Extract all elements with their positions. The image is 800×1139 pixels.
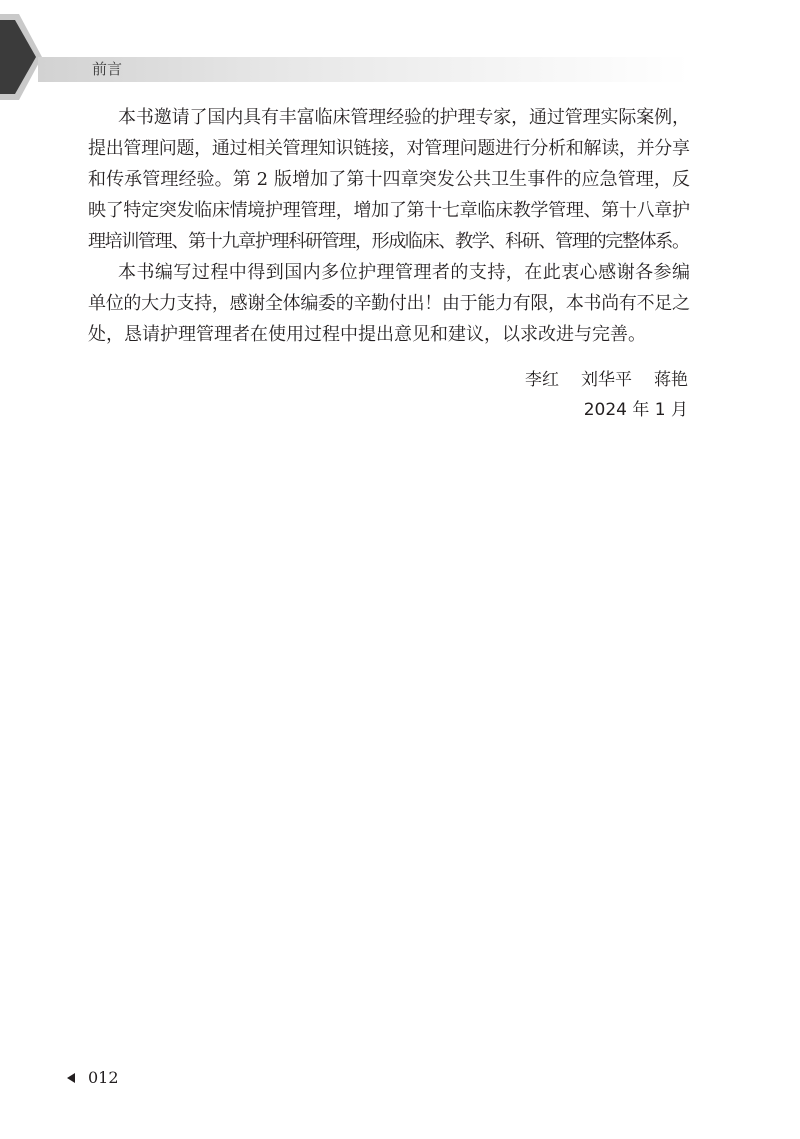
text-line: 映了特定突发临床情境护理管理，增加了第十七章临床教学管理、第十八章护 (88, 200, 690, 221)
corner-tab (0, 0, 60, 110)
page-number: 012 (88, 1068, 119, 1087)
text-line: 和传承管理经验。第 2 版增加了第十四章突发公共卫生事件的应急管理，反 (88, 169, 691, 190)
paragraph (88, 102, 690, 257)
left-triangle-icon (67, 1073, 75, 1083)
text-line: 处，恳请护理管理者在使用过程中提出意见和建议，以求改进与完善。 (88, 324, 646, 345)
body-text (88, 102, 690, 350)
paragraph (88, 257, 690, 350)
author-name: 刘华平 (581, 370, 632, 390)
text-line: 本书邀请了国内具有丰富临床管理经验的护理专家，通过管理实际案例， (118, 107, 690, 128)
text-line: 理培训管理、第十九章护理科研管理，形成临床、教学、科研、管理的完整体系。 (88, 231, 689, 252)
corner-tab-fill (0, 20, 36, 94)
author-name: 蒋艳 (654, 370, 688, 390)
author-name: 李红 (525, 370, 559, 390)
signature-authors (525, 368, 688, 392)
signature-date: 2024 年 1 月 (583, 400, 688, 420)
text-line: 单位的大力支持，感谢全体编委的辛勤付出！由于能力有限，本书尚有不足之 (88, 293, 690, 314)
text-line: 本书编写过程中得到国内多位护理管理者的支持，在此衷心感谢各参编 (118, 262, 691, 283)
header-band (38, 57, 690, 82)
section-title: 前言 (92, 60, 123, 78)
text-line: 提出管理问题，通过相关管理知识链接，对管理问题进行分析和解读，并分享 (88, 138, 690, 159)
